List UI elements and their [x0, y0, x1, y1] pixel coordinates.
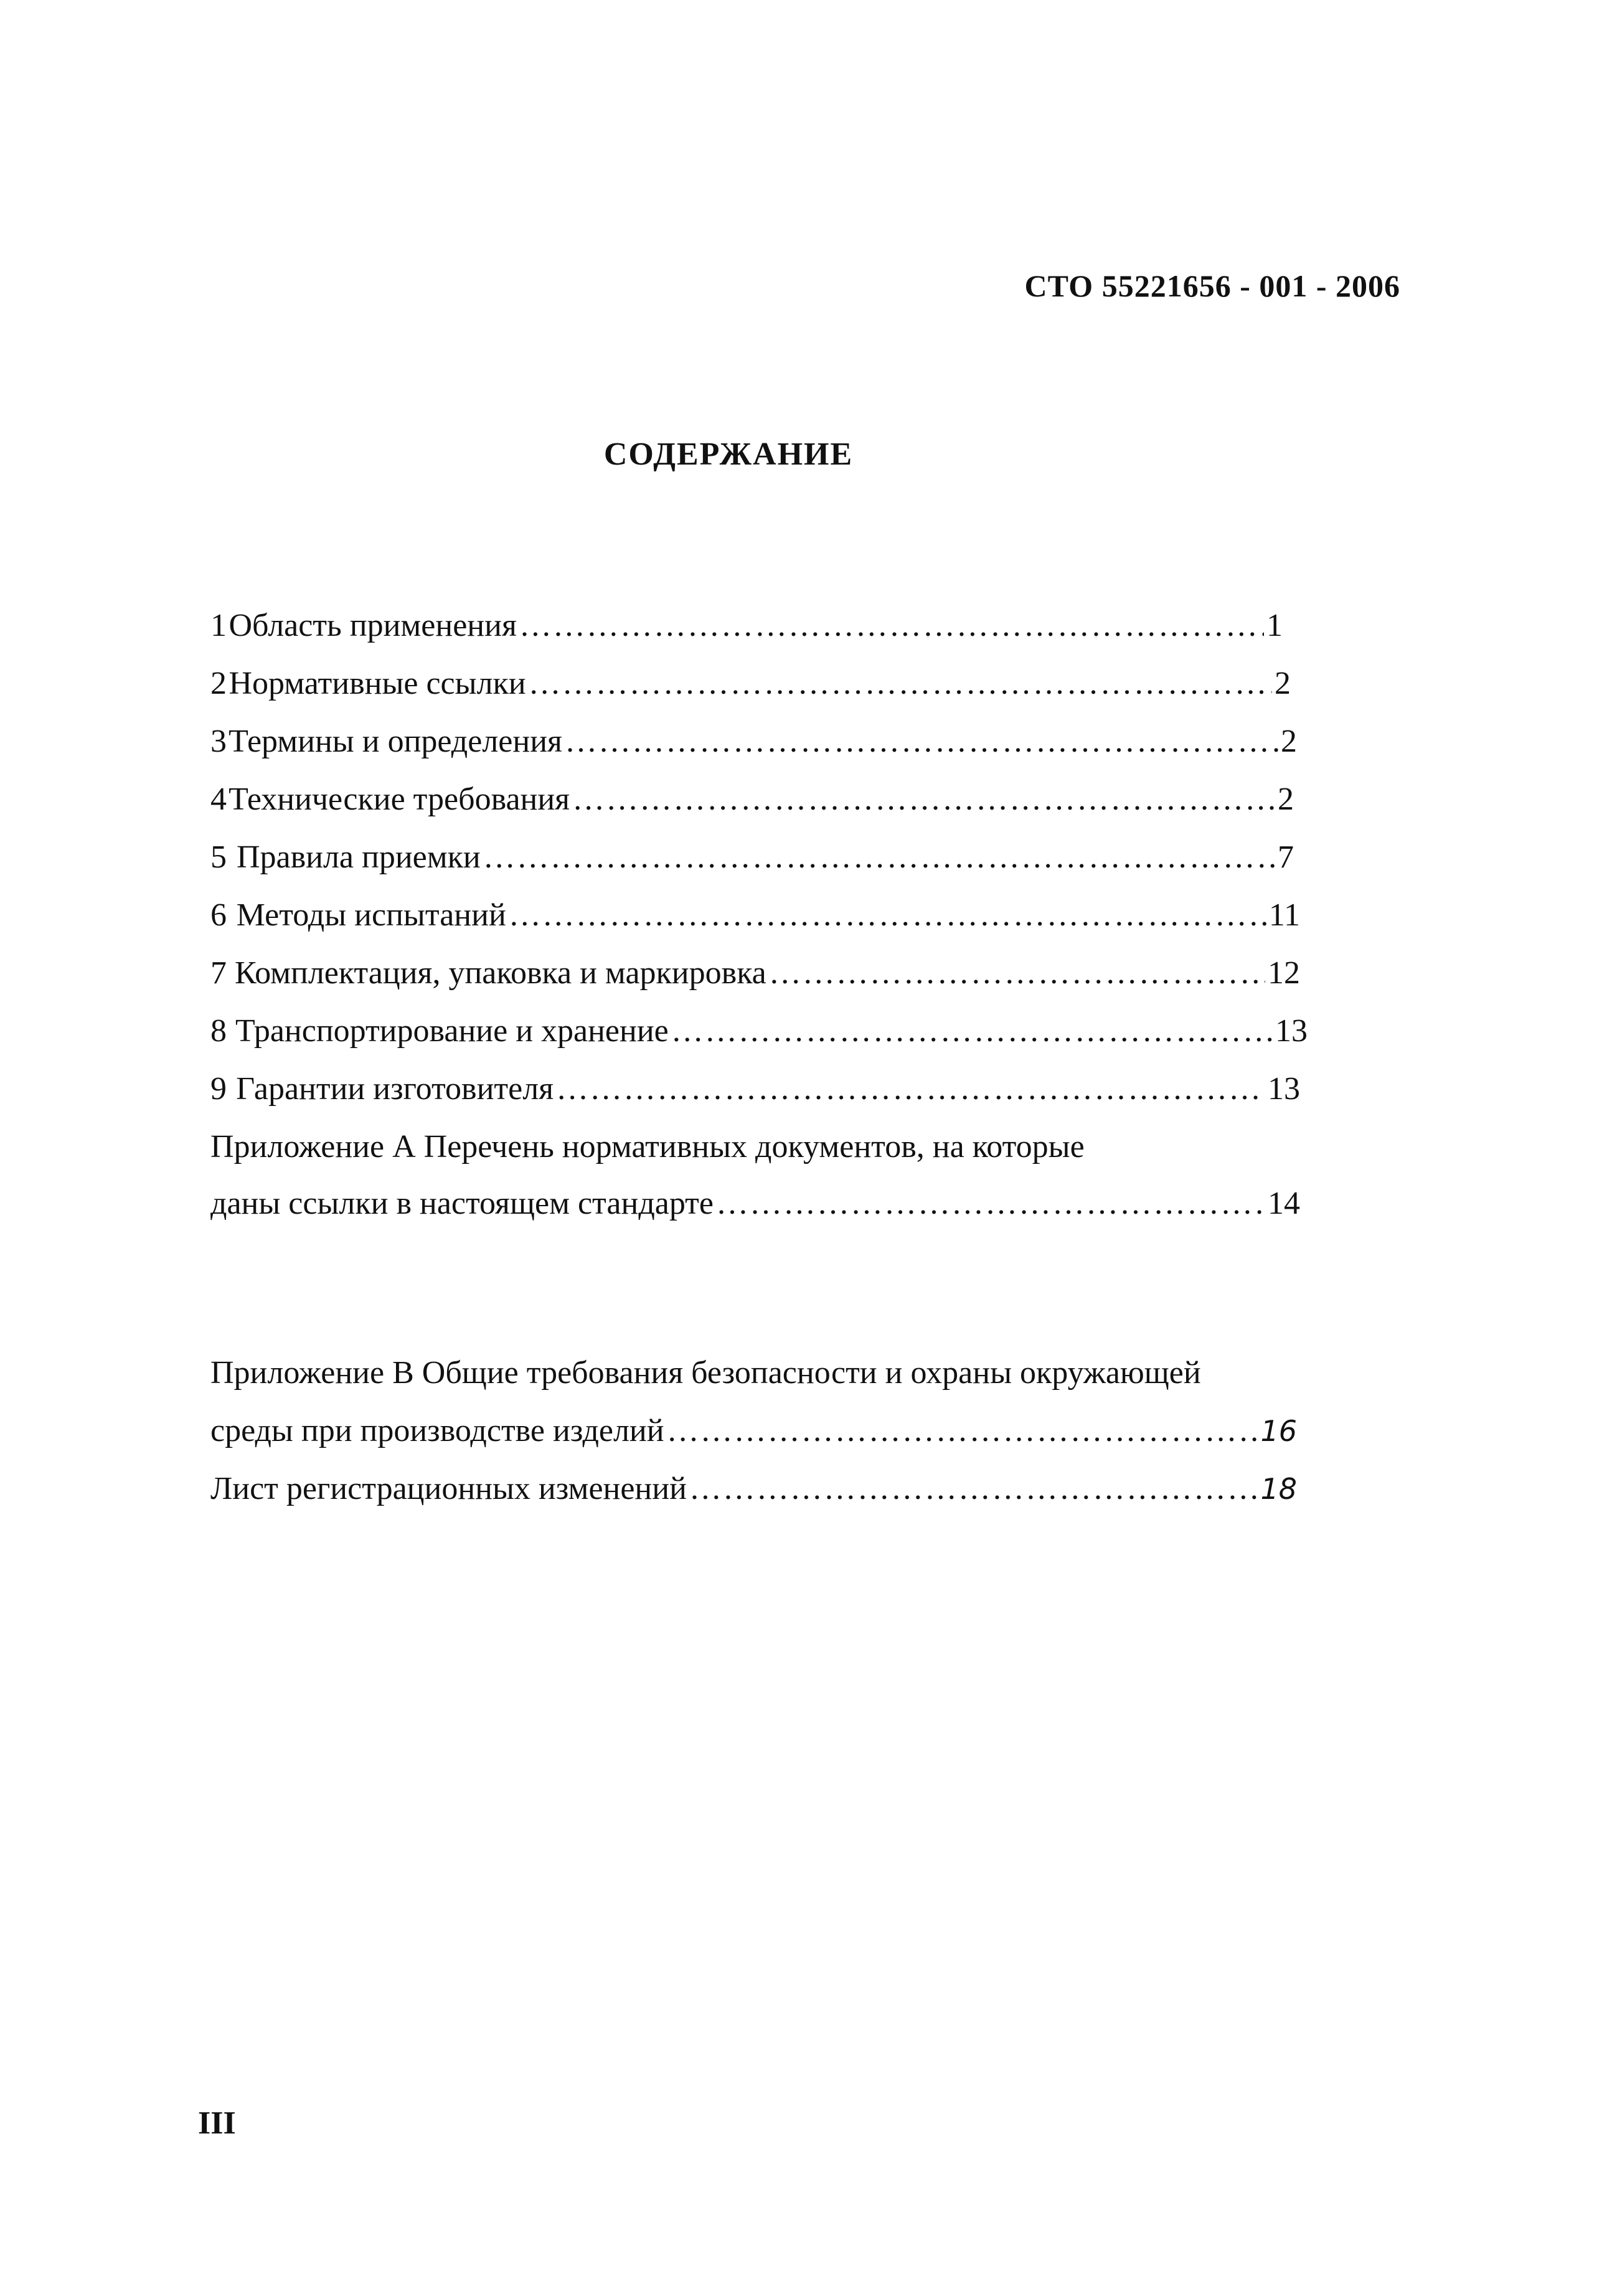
toc-entry-page: 7: [1278, 839, 1294, 875]
toc-entry-title: Нормативные ссылки: [229, 666, 526, 701]
document-code: СТО 55221656 - 001 - 2006: [1024, 268, 1400, 303]
toc-entry-title: Гарантии изготовителя: [236, 1071, 554, 1107]
toc-entry-title: даны ссылки в настоящем стандарте: [210, 1186, 714, 1221]
toc-leader: [716, 1185, 1265, 1222]
toc-entry-title: Технические требования: [229, 782, 570, 817]
toc-leader: [509, 897, 1266, 933]
toc-entry-page: 2: [1275, 666, 1291, 701]
toc-entry-number: 2: [210, 666, 227, 701]
toc-entry-page: 2: [1281, 724, 1297, 759]
toc-leader: [671, 1013, 1273, 1049]
toc-entry-title: Транспортирование и хранение: [235, 1013, 669, 1049]
toc-leader: [529, 665, 1272, 702]
toc-leader: [769, 955, 1265, 991]
toc-entry-page: 16: [1260, 1414, 1297, 1448]
toc-entry: [210, 839, 1294, 882]
toc-leader: [689, 1470, 1258, 1507]
toc-entry-number: 6: [210, 897, 227, 933]
toc-entry-number: 7: [210, 955, 227, 991]
toc-entry-number: 8: [210, 1013, 227, 1049]
toc-leader: [572, 781, 1275, 818]
toc-entry-title: Область применения: [229, 608, 517, 643]
toc-title: СОДЕРЖАНИЕ: [603, 437, 854, 472]
toc-entry-number: 4: [210, 782, 227, 817]
toc-leader: [565, 723, 1278, 760]
toc-entry-number: 1: [210, 608, 227, 643]
toc-entry: [210, 1470, 1297, 1514]
page-number: III: [198, 2105, 236, 2141]
toc-entry-page: 18: [1260, 1472, 1297, 1506]
toc-entry-page: 11: [1268, 897, 1300, 933]
toc-leader: [556, 1070, 1265, 1107]
toc-entry-title: Правила приемки: [236, 839, 481, 875]
toc-entry-title: Комплектация, упаковка и маркировка: [234, 955, 766, 991]
toc-entry: [210, 955, 1300, 998]
toc-entry-page: 14: [1268, 1186, 1300, 1221]
toc-entry-page: 13: [1268, 1071, 1300, 1107]
toc-entry: [210, 723, 1297, 767]
toc-entry-number: 9: [210, 1071, 227, 1107]
toc-leader: [519, 607, 1264, 644]
toc-entry-title: среды при производстве изделий: [210, 1413, 664, 1448]
toc-entry-page: 13: [1275, 1013, 1308, 1049]
toc-entry: [210, 781, 1294, 824]
toc-leader: [667, 1412, 1258, 1449]
toc-entry: [210, 1070, 1300, 1114]
toc-entry-page: 1: [1266, 608, 1283, 643]
toc-leader: [483, 839, 1275, 876]
toc-entry-page: 12: [1268, 955, 1300, 991]
toc-entry: [210, 607, 1283, 651]
toc-entry: [210, 1013, 1308, 1056]
appendix-b-line1: Приложение В Общие требования безопасности и охраны окружающей: [210, 1355, 1201, 1391]
toc-entry-title: Термины и определения: [229, 724, 562, 759]
toc-entry-number: 3: [210, 724, 227, 759]
toc-entry: [210, 665, 1291, 709]
toc-entry: [210, 897, 1300, 940]
toc-entry-page: 2: [1278, 782, 1294, 817]
toc-entry-number: 5: [210, 839, 227, 875]
toc-entry: [210, 1185, 1300, 1229]
toc-entry: [210, 1412, 1297, 1456]
toc-entry-title: Методы испытаний: [236, 897, 506, 933]
appendix-a-line1: Приложение А Перечень нормативных документов, на которые: [210, 1129, 1085, 1165]
toc-entry-title: Лист регистрационных изменений: [210, 1471, 687, 1506]
